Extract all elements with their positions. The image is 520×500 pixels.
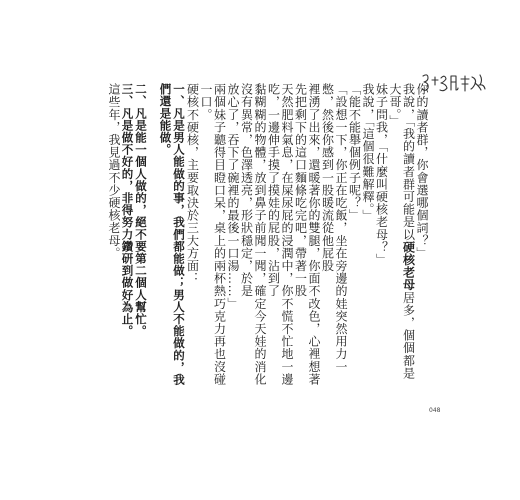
text-line-5: 「能不能舉個例子呢？」 (347, 83, 362, 222)
text-line-9: 黏糊糊的物體，放到鼻子前聞一聞，確定今天娃的消化沒有異常，色澤透亮，形狀穩定，於是 (239, 83, 267, 386)
text-line-2-head: 我說，「我的讀者群可能是以 (401, 83, 416, 241)
handwritten-logo-icon (420, 70, 488, 96)
text-line-8: 天然肥料氣息，在屎尿屁的浸潤中，你不慌不忙地一邊吃，一邊伸手摸了摸娃的屁股，沾到了 (266, 83, 294, 386)
header-logo (420, 70, 488, 96)
text-line-2 (388, 83, 415, 388)
vertical-text-block (107, 83, 429, 388)
text-line-12: 硬核不硬核，主要取決於三大方面： (185, 83, 200, 285)
text-line-3: 妹子問我，「什麼叫硬核老母？」 (374, 83, 389, 266)
bold-phrase: 硬核老母 (401, 240, 416, 292)
rule-three: 三、凡是做不好的，非得努力鑽研到做好為止。 (120, 83, 135, 338)
text-line-4: 我說，「這個很難解釋。」 (361, 83, 375, 223)
text-line-2-tail: 居多，個個都是大哥。」 (388, 83, 416, 380)
text-line-11: 兩個妹子聽得目瞪口呆，桌上的兩杯熱巧克力再也沒碰一口。 (199, 83, 227, 386)
text-line-10: 放心了，吞下了碗裡的最後一口湯……」 (226, 83, 240, 310)
text-line-1: 你的讀者群，你會選哪個詞？」 (415, 83, 429, 260)
closing-line: 這些年，我見過不少硬核老母。 (107, 83, 121, 260)
text-line-6: 「設想一下，你正在吃飯，坐在旁邊的娃突然用力一憋，然後你感到一股暖流從他屁股 (320, 83, 348, 373)
page-number: 048 (429, 407, 441, 414)
rule-two: 二、凡是能一個人做的，絕不要第二個人幫忙。 (134, 83, 148, 338)
text-line-7: 裡湧了出來，還暖著你的雙腿，你面不改色，心裡想著先把剩下的這口麵條吃完吧，帶著一股 (293, 83, 321, 386)
rule-one: 一、凡是男人能做的事，我們都能做；男人不能做的，我們還是能做。 (158, 83, 186, 386)
